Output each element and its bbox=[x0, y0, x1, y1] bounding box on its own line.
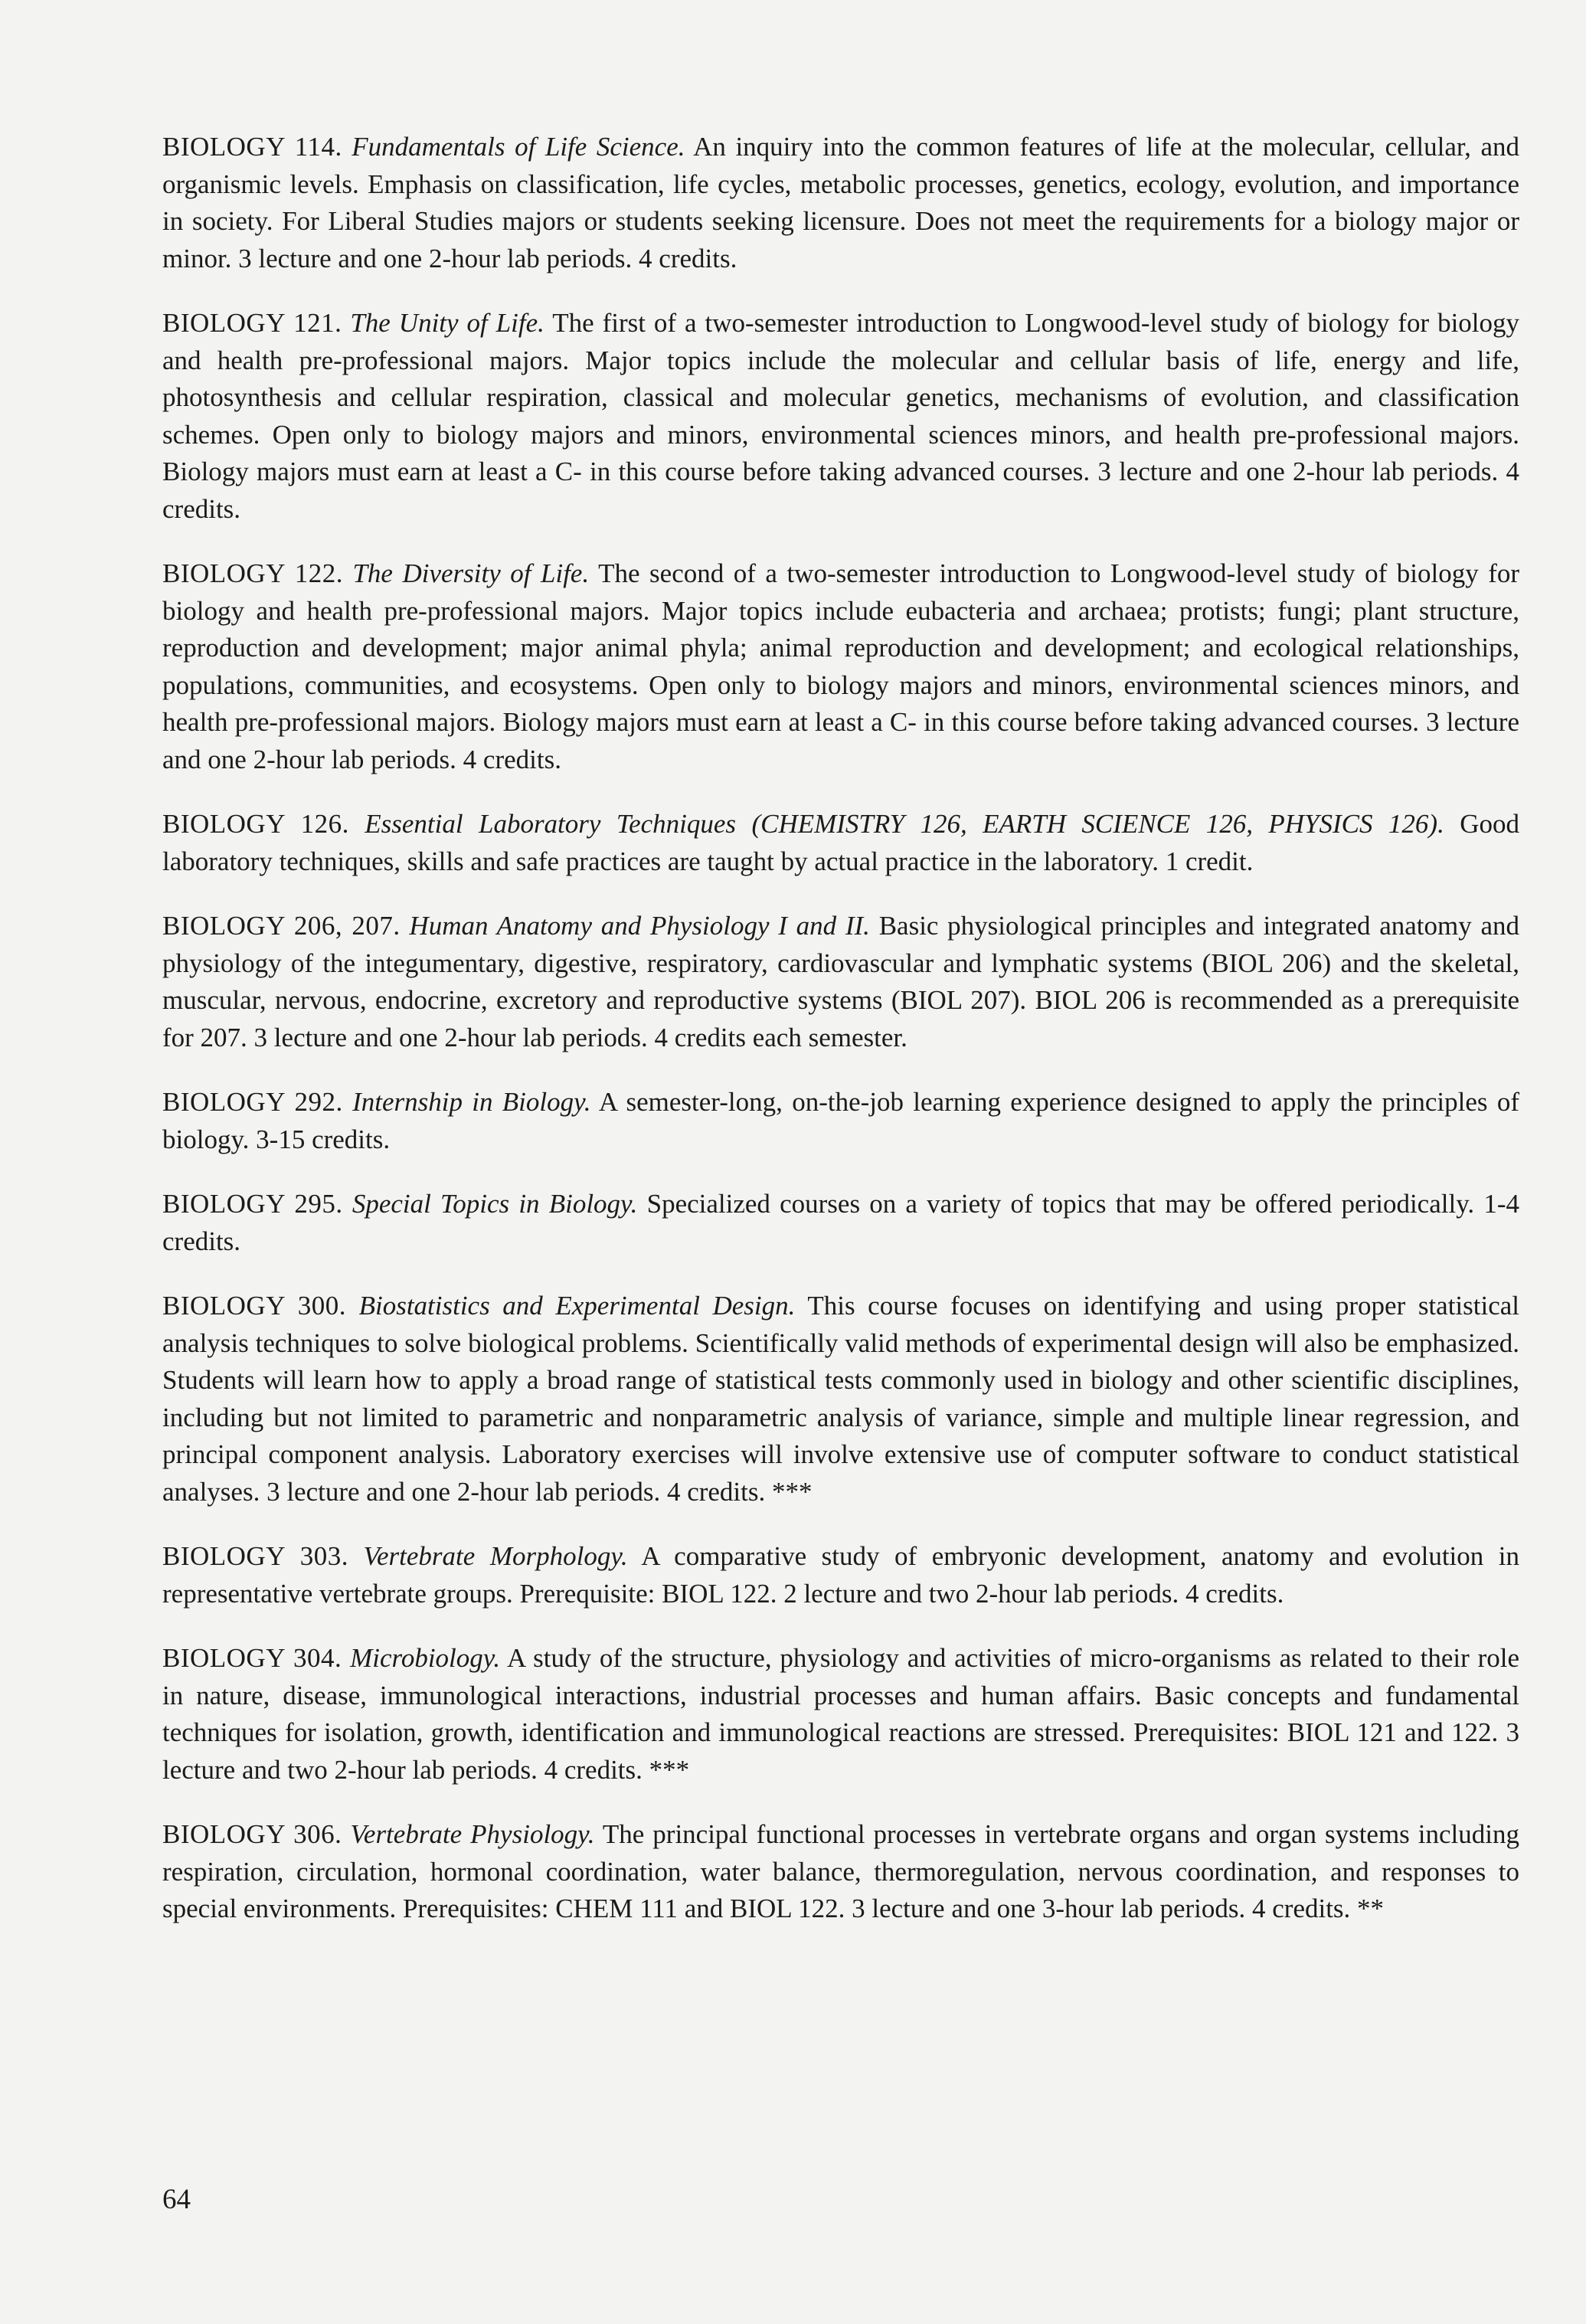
course-code: BIOLOGY 292. bbox=[162, 1087, 343, 1117]
course-code: BIOLOGY 306. bbox=[162, 1819, 342, 1849]
course-title: The Diversity of Life. bbox=[352, 558, 590, 588]
course-code: BIOLOGY 126. bbox=[162, 809, 349, 839]
course-title: Microbiology. bbox=[350, 1643, 501, 1673]
course-code: BIOLOGY 300. bbox=[162, 1291, 347, 1321]
course-title: Biostatistics and Experimental Design. bbox=[358, 1291, 796, 1321]
course-descriptions bbox=[162, 129, 1519, 1928]
course-code: BIOLOGY 114. bbox=[162, 132, 342, 162]
course-description: The principal functional processes in vertebrate organs and organ systems including respiration, circulation, hormonal coordination, water balance, thermoregulation, nervous coordination, and responses to special environments. Prerequisites: CHEM 111 and BIOL 122. 3 lecture and one 3-hour lab periods. 4 credits. ** bbox=[162, 1819, 1519, 1923]
course-entry-biology-126 bbox=[162, 806, 1519, 880]
course-description: The second of a two-semester introduction to Longwood-level study of biology for biology and health pre-professional majors. Major topics include eubacteria and archaea; protists; fungi; plant structure, reproduction and development; major animal phyla; animal reproduction and development; and ecological relationships, populations, communities, and ecosystems. Open only to biology majors and minors, environmental sciences minors, and health pre-professional majors. Biology majors must earn at least a C- in this course before taking advanced courses. 3 lecture and one 2-hour lab periods. 4 credits. bbox=[162, 558, 1520, 774]
course-code: BIOLOGY 122. bbox=[162, 558, 343, 588]
course-title: Vertebrate Physiology. bbox=[350, 1819, 595, 1849]
course-entry-biology-303 bbox=[162, 1538, 1519, 1612]
course-description: Basic physiological principles and integrated anatomy and physiology of the integumentary, digestive, respiratory, cardiovascular and lymphatic systems (BIOL 206) and the skeletal, muscular, nervous, endocrine, excretory and reproductive systems (BIOL 207). BIOL 206 is recommended as a prerequisite for 207. 3 lecture and one 2-hour lab periods. 4 credits each semester. bbox=[162, 911, 1520, 1052]
course-description: An inquiry into the common features of life at the molecular, cellular, and organismic levels. Emphasis on classification, life cycles, metabolic processes, genetics, ecology, evolution, and importance in society. For Liberal Studies majors or students seeking licensure. Does not meet the requirements for a biology major or minor. 3 lecture and one 2-hour lab periods. 4 credits. bbox=[162, 132, 1520, 273]
course-description: Specialized courses on a variety of topics that may be offered periodically. 1-4 credits. bbox=[162, 1189, 1520, 1256]
course-title: Essential Laboratory Techniques (CHEMISTRY 126, EARTH SCIENCE 126, PHYSICS 126). bbox=[365, 809, 1444, 839]
course-code: BIOLOGY 295. bbox=[162, 1189, 343, 1219]
course-entry-biology-206-207 bbox=[162, 908, 1519, 1056]
course-description: This course focuses on identifying and using proper statistical analysis techniques to solve biological problems. Scientifically valid methods of experimental design will also be emphasized. Students will learn how to apply a broad range of statistical tests commonly used in biology and other scientific disciplines, including but not limited to parametric and nonparametric analysis of variance, simple and multiple linear regression, and principal component analysis. Laboratory exercises will involve extensive use of computer software to conduct statistical analyses. 3 lecture and one 2-hour lab periods. 4 credits. *** bbox=[162, 1291, 1520, 1507]
course-entry-biology-306 bbox=[162, 1816, 1519, 1928]
course-entry-biology-300 bbox=[162, 1288, 1519, 1511]
course-description: Good laboratory techniques, skills and safe practices are taught by actual practice in the laboratory. 1 credit. bbox=[162, 809, 1520, 876]
course-title: Human Anatomy and Physiology I and II. bbox=[409, 911, 870, 941]
course-title: Vertebrate Morphology. bbox=[363, 1541, 628, 1571]
course-entry-biology-122 bbox=[162, 555, 1519, 778]
course-title: Fundamentals of Life Science. bbox=[352, 132, 685, 162]
page-number: 64 bbox=[162, 2184, 191, 2215]
course-entry-biology-121 bbox=[162, 305, 1519, 528]
course-title: The Unity of Life. bbox=[350, 308, 544, 338]
course-entry-biology-295 bbox=[162, 1186, 1519, 1260]
course-code: BIOLOGY 304. bbox=[162, 1643, 342, 1673]
course-entry-biology-304 bbox=[162, 1640, 1519, 1789]
course-description: A study of the structure, physiology and activities of micro-organisms as related to their role in nature, disease, immunological interactions, industrial processes and human affairs. Basic concepts and fundamental techniques for isolation, growth, identification and immunological reactions are stressed. Prerequisites: BIOL 121 and 122. 3 lecture and two 2-hour lab periods. 4 credits. *** bbox=[162, 1643, 1520, 1785]
course-title: Special Topics in Biology. bbox=[352, 1189, 638, 1219]
course-entry-biology-292 bbox=[162, 1084, 1519, 1158]
course-entry-biology-114 bbox=[162, 129, 1519, 277]
course-code: BIOLOGY 303. bbox=[162, 1541, 348, 1571]
course-description: The first of a two-semester introduction to Longwood-level study of biology for biology and health pre-professional majors. Major topics include the molecular and cellular basis of life, energy and life, photosynthesis and cellular respiration, classical and molecular genetics, mechanisms of evolution, and classification schemes. Open only to biology majors and minors, environmental sciences minors, and health pre-professional majors. Biology majors must earn at least a C- in this course before taking advanced courses. 3 lecture and one 2-hour lab periods. 4 credits. bbox=[162, 308, 1520, 524]
course-title: Internship in Biology. bbox=[352, 1087, 591, 1117]
course-description: A semester-long, on-the-job learning experience designed to apply the principles of biology. 3-15 credits. bbox=[162, 1087, 1520, 1154]
course-code: BIOLOGY 121. bbox=[162, 308, 342, 338]
course-code: BIOLOGY 206, 207. bbox=[162, 911, 401, 941]
course-description: A comparative study of embryonic development, anatomy and evolution in representative vertebrate groups. Prerequisite: BIOL 122. 2 lecture and two 2-hour lab periods. 4 credits. bbox=[162, 1541, 1520, 1609]
